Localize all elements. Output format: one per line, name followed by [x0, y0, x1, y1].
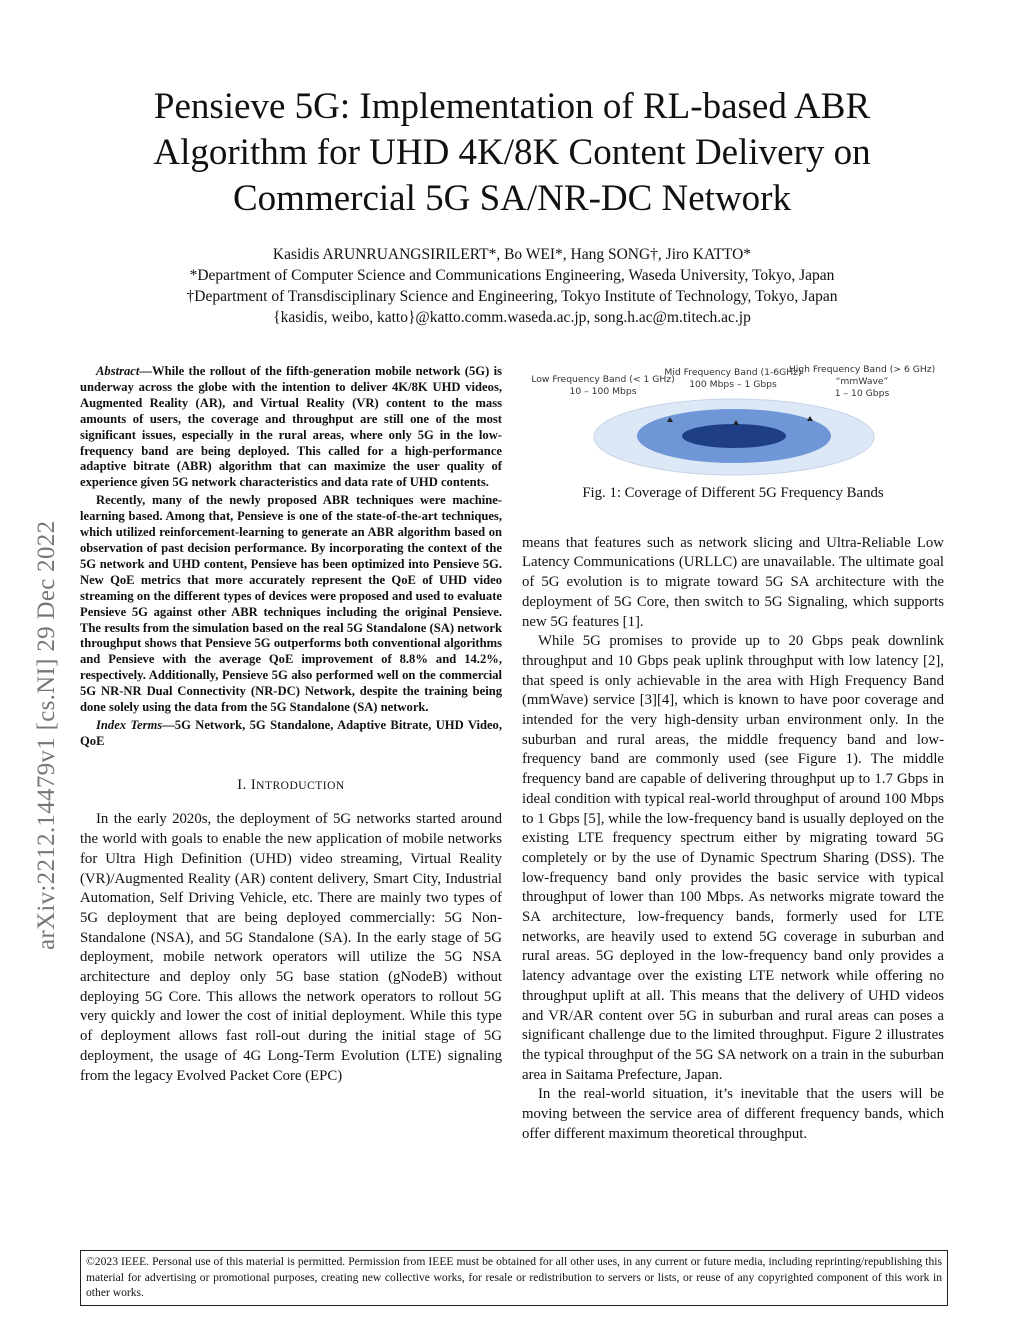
- high-band-label: High Frequency Band (> 6 GHz): [788, 364, 936, 375]
- mid-band-label: Mid Frequency Band (1-6GHz): [664, 367, 802, 378]
- right-column: [522, 362, 944, 1145]
- title-line: Pensieve 5G: Implementation of RL-based ABR: [153, 86, 871, 127]
- figure-1: [522, 362, 944, 504]
- body-paragraph: means that features such as network slicing and Ultra-Reliable Low Latency Communications (URLLC) are unavailable. The ultimate goal of 5G evolution is to migrate toward 5G SA architecture with the deployment of 5G Core, then switch to 5G Signaling, which supports new 5G features [1].: [522, 534, 944, 630]
- index-terms: [80, 718, 502, 750]
- abstract: [80, 364, 502, 491]
- mid-band-range: 100 Mbps – 1 Gbps: [689, 379, 777, 390]
- body-paragraph: In the real-world situation, it’s inevitable that the users will be moving between the service area of different frequency bands, which offer different maximum theoretical throughput.: [522, 1086, 944, 1142]
- body-paragraph: While 5G promises to provide up to 20 Gbps peak downlink throughput and 10 Gbps peak uplink throughput with low latency [2], that speed is only achievable in the area with High Frequency Band (mmWave) service [3][4], which is known to have poor coverage and intended for the very high-density urban environment only. In the suburban and rural areas, the middle frequency band and low-frequency band are commonly used (see Figure 1). The middle frequency band are capable of delivering throughput up to 1.7 Gbps in ideal condition with typical real-world throughput of around 100 Mbps to 1 Gbps [5], while the low-frequency band is usually deployed on the existing LTE frequency spectrum either by migrating toward 5G completely or by the use of Dynamic Spectrum Sharing (DSS). The low-frequency band only provides the basic service with typical throughput of lower than 100 Mbps. As networks migrate toward the SA architecture, low-frequency bands, formerly used for LTE networks, are heavily used to extend 5G coverage in suburban and rural areas. 5G deployed in the low-frequency band only provides a latency advantage over the existing LTE network while offering no throughput uplift at all. This means that the delivery of UHD videos and VR/AR content over 5G in suburban and rural areas can poses a significant challenge due to the limited throughput. Figure 2 illustrates the typical throughput of the 5G SA network on a train in the suburban area in Saitama Prefecture, Japan.: [522, 633, 944, 1083]
- intro-paragraph: In the early 2020s, the deployment of 5G networks started around the world with goals to enable the new application of mobile networks for Ultra High Definition (UHD) video streaming, Virtual Reality (VR)/Augmented Reality (AR) content delivery, Smart City, Industrial Automation, Self Driving Vehicle, etc. There are mainly two types of 5G deployment that are being deployed commercially: 5G Non-Standalone (NSA), and 5G Standalone (SA). In the early stage of 5G deployment, mobile network operators will utilize the 5G NSA architecture and deploy only 5G base station (gNodeB) without deploying 5G Core. This allows the network operators to rollout 5G very quickly and lower the cost of initial deployment. While this type of deployment allows fast roll-out during the initial stage of 5G deployment, the usage of 4G Long-Term Evolution (LTE) signaling from the legacy Evolved Packet Core (EPC): [80, 811, 502, 1084]
- affiliation: †Department of Transdisciplinary Science and Engineering, Tokyo Institute of Technology, Tokyo, Japan: [186, 288, 838, 305]
- index-terms-label: Index Terms: [96, 717, 163, 732]
- figure-caption: Fig. 1: Coverage of Different 5G Frequency Bands: [582, 485, 884, 501]
- high-band-range: 1 – 10 Gbps: [834, 388, 890, 399]
- title-line: Commercial 5G SA/NR-DC Network: [232, 178, 792, 219]
- email-list: {kasidis, weibo, katto}@katto.comm.waseda.ac.jp, song.h.ac@m.titech.ac.jp: [273, 309, 751, 326]
- author-list: Kasidis ARUNRUANGSIRILERT*, Bo WEI*, Hang SONG†, Jiro KATTO*: [272, 246, 752, 263]
- paper-title: [80, 84, 944, 222]
- frequency-band-diagram: [522, 362, 944, 478]
- arxiv-identifier: arXiv:2212.14479v1 [cs.NI] 29 Dec 2022: [33, 520, 60, 950]
- copyright-notice: ©2023 IEEE. Personal use of this material is permitted. Permission from IEEE must be obtained for all other uses, in any current or future media, including reprinting/republishing this material for advertising or promotional purposes, creating new collective works, for resale or redistribution to servers or lists, or reuse of any copyrighted component of this work in other works.: [80, 1250, 948, 1306]
- abstract-text: —While the rollout of the fifth-generation mobile network (5G) is underway across the globe with the intention to deliver 4K/8K UHD videos, Augmented Reality (AR), and Virtual Reality (VR) content to the mass amounts of users, the coverage and throughput are still one of the most significant issues, especially in the rural areas, where only 5G in the low-frequency band are being deployed. This called for a high-performance adaptive bitrate (ABR) algorithm that can maximize the user quality of experience given 5G network characteristics and data rate of UHD contents.: [80, 364, 502, 490]
- right-body: [522, 534, 944, 1145]
- affiliation: *Department of Computer Science and Communications Engineering, Waseda University, Tokyo, Japan: [189, 267, 835, 284]
- author-block: [80, 244, 944, 328]
- abstract-paragraph-2: Recently, many of the newly proposed ABR techniques were machine-learning based. Among that, Pensieve is one of the state-of-the-art techniques, which utilized reinforcement-learning to generate an ABR algorithm based on observation of past decision performance. By incorporating the context of the 5G network and UHD content, Pensieve has been optimized into Pensieve 5G. New QoE metrics that more accurately represent the QoE of UHD video streaming on the different types of devices were proposed and used to evaluate Pensieve 5G against other ABR techniques including the original Pensieve. The results from the simulation based on the real 5G Standalone (SA) network throughput shows that Pensieve 5G outperforms both conventional algorithms and Pensieve with the average QoE improvement of 8.8% and 14.2%, respectively. Additionally, Pensieve 5G also performed well on the commercial 5G NR-NR Dual Connectivity (NR-DC) Network, despite the training being done solely using the data from the 5G Standalone (SA) network.: [80, 493, 502, 715]
- left-column: [80, 364, 502, 1086]
- title-line: Algorithm for UHD 4K/8K Content Delivery on: [153, 132, 871, 173]
- high-band-coverage: [682, 424, 786, 448]
- index-terms-text: —5G Network, 5G Standalone, Adaptive Bitrate, UHD Video, QoE: [80, 717, 502, 748]
- section-heading-introduction: I. INTRODUCTION: [237, 776, 345, 793]
- high-band-subname: “mmWave”: [835, 376, 889, 387]
- low-band-label: Low Frequency Band (< 1 GHz): [531, 374, 675, 385]
- abstract-label: Abstract: [96, 364, 140, 378]
- low-band-range: 10 – 100 Mbps: [569, 386, 637, 397]
